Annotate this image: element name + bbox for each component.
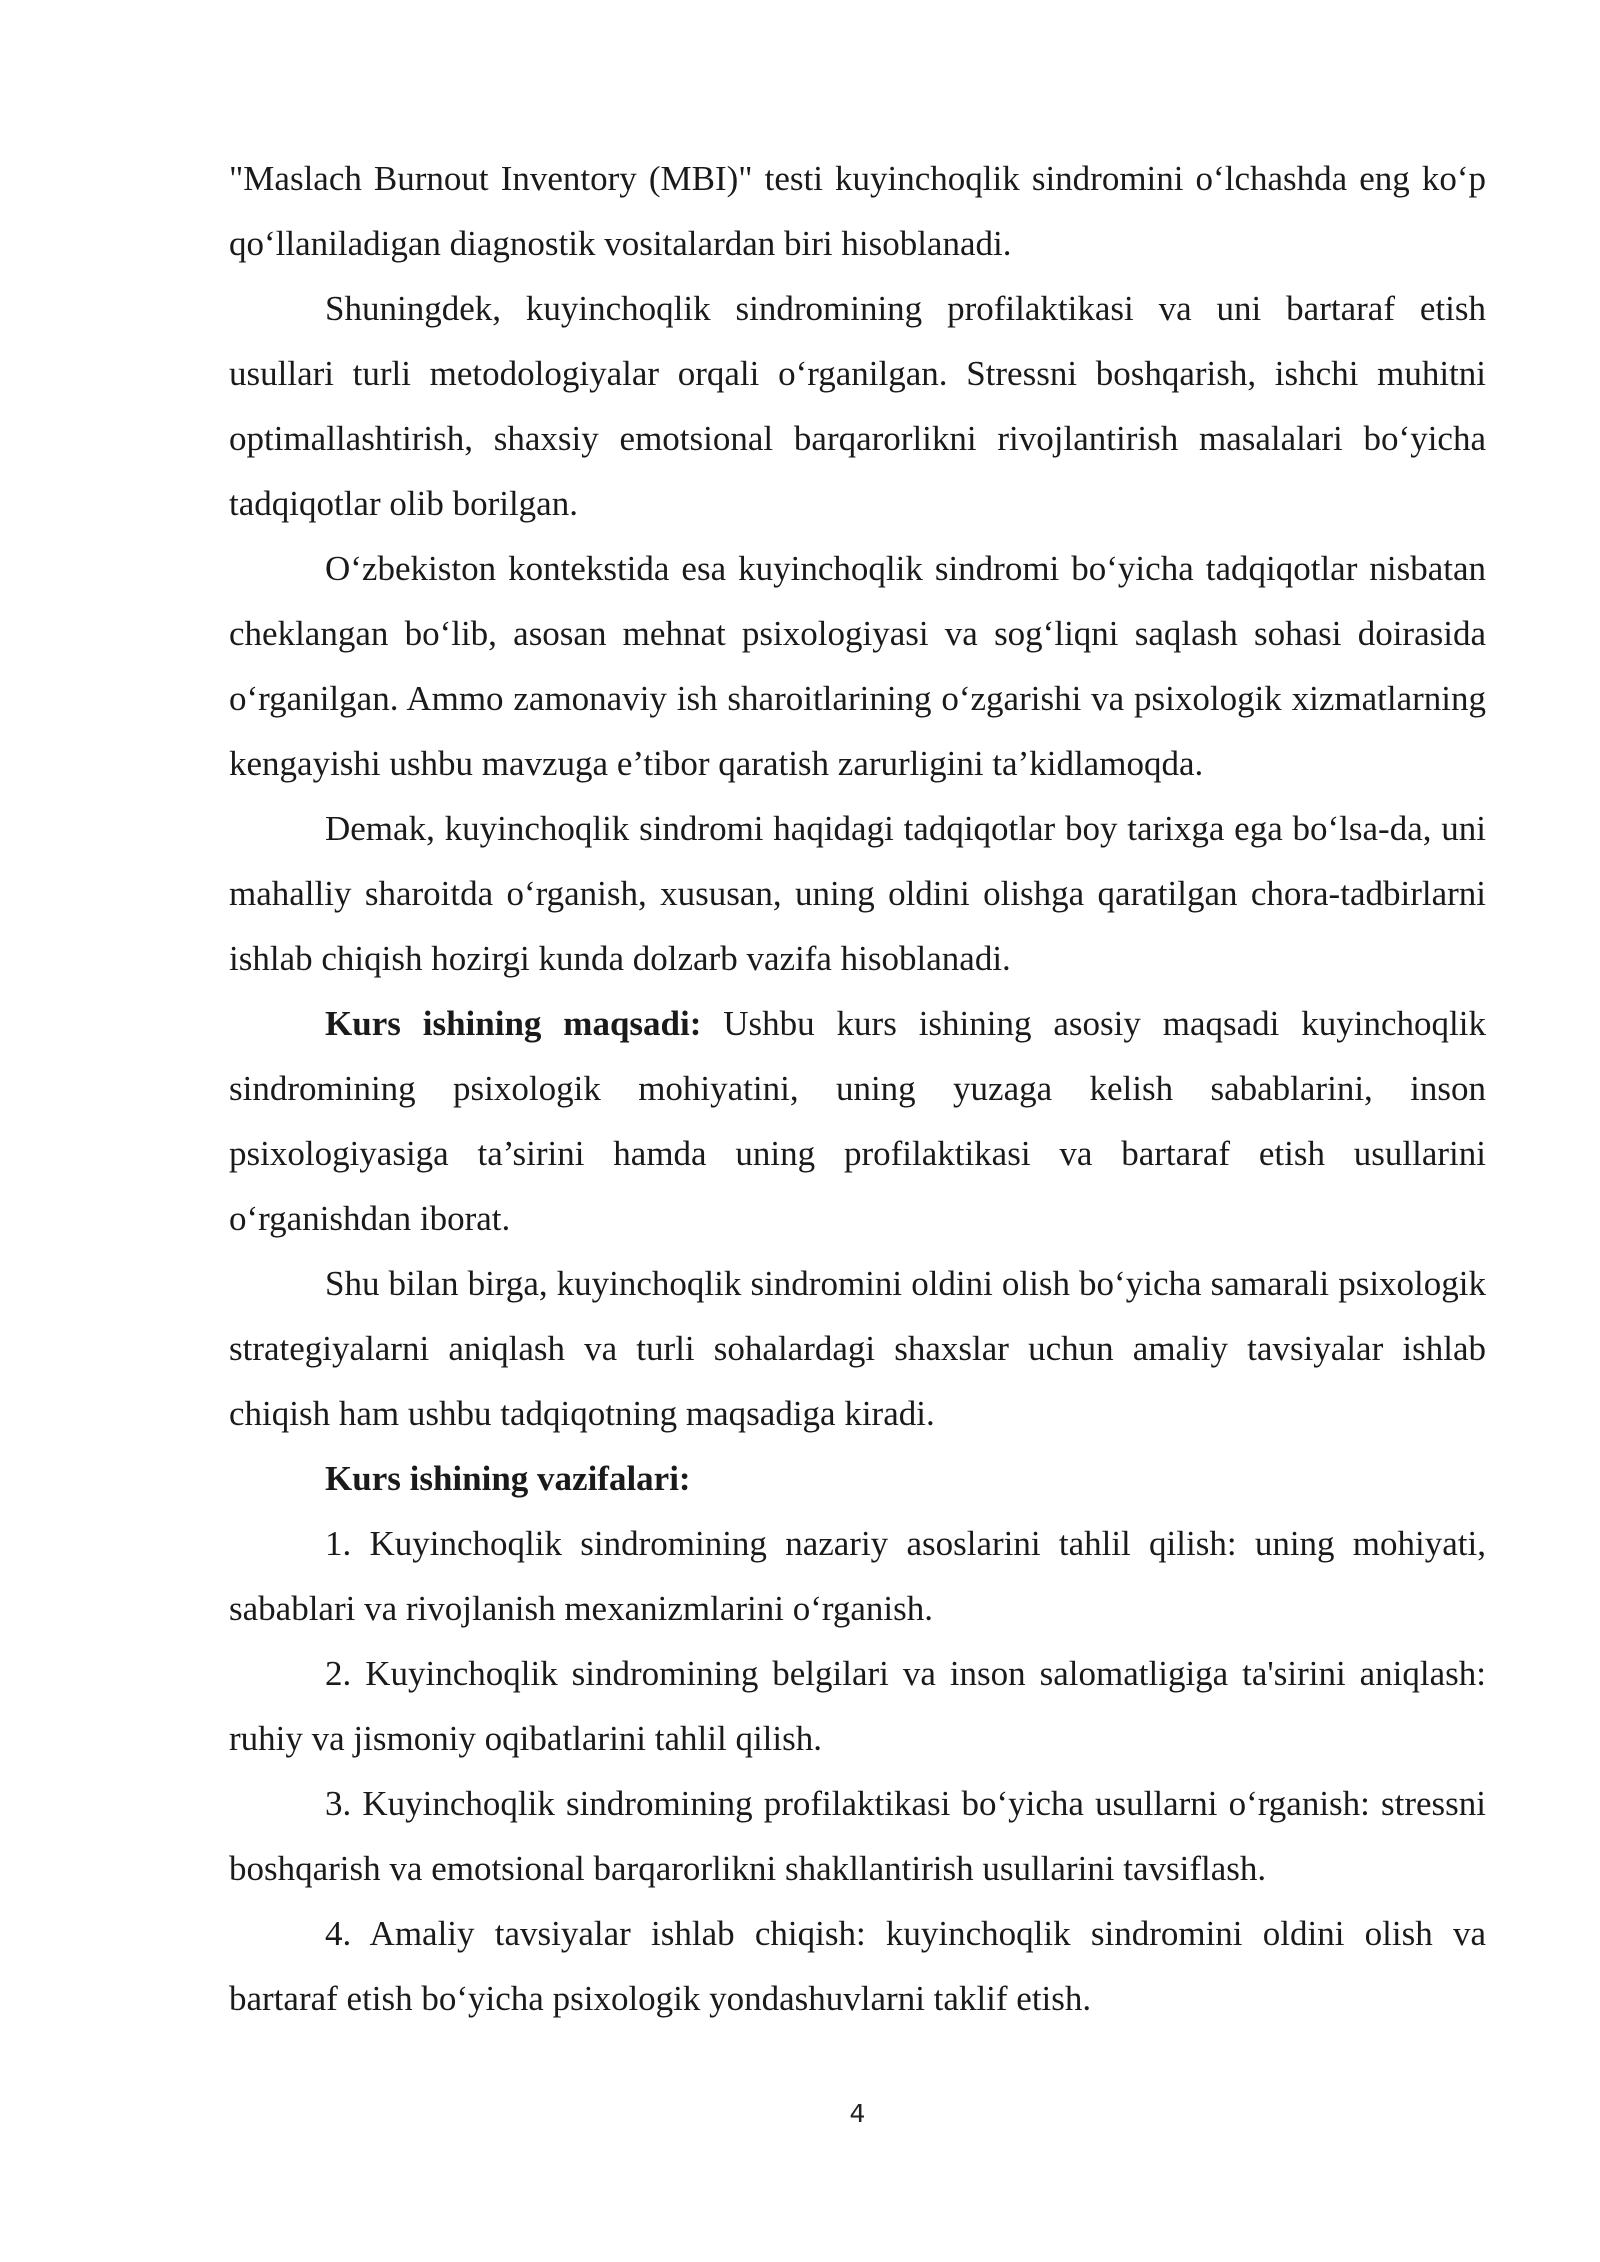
paragraph-prevention-methods — [229, 276, 1486, 536]
page-number: 4 — [849, 2099, 866, 2128]
paragraph-mbi-test — [229, 146, 1486, 276]
paragraph-text: 4. Amaliy tavsiyalar ishlab chiqish: kuyinchoqlik sindromini oldini olish va bartaraf etish bo‘yicha psixologik yondashuvlarni taklif etish. — [229, 1914, 1486, 2018]
paragraph-text: Demak, kuyinchoqlik sindromi haqidagi tadqiqotlar boy tarixga ega bo‘lsa-da, uni mahalliy sharoitda o‘rganish, xususan, uning oldini olishga qaratilgan chora-tadbirlarni ishlab chiqish hozirgi kunda dolzarb vazifa hisoblanadi. — [229, 809, 1486, 978]
paragraph-text: "Maslach Burnout Inventory (MBI)" testi kuyinchoqlik sindromini o‘lchashda eng ko‘p qo‘llaniladigan diagnostik vositalardan biri hisoblanadi. — [229, 159, 1486, 263]
task-item-2 — [229, 1641, 1486, 1771]
task-item-1 — [229, 1511, 1486, 1641]
paragraph-tasks-heading — [229, 1446, 1486, 1511]
paragraph-text: 1. Kuyinchoqlik sindromining nazariy asoslarini tahlil qilish: uning mohiyati, sabablari va rivojlanish mexanizmlarini o‘rganish. — [229, 1524, 1486, 1628]
paragraph-text: Shuningdek, kuyinchoqlik sindromining profilaktikasi va uni bartaraf etish usullari turli metodologiyalar orqali o‘rganilgan. Stressni boshqarish, ishchi muhitni optimallashtirish, shaxsiy emotsional barqarorlikni rivojlantirish masalalari bo‘yicha tadqiqotlar olib borilgan. — [229, 289, 1486, 523]
paragraph-text: 2. Kuyinchoqlik sindromining belgilari va inson salomatligiga ta'sirini aniqlash: ruhiy va jismoniy oqibatlarini tahlil qilish. — [229, 1654, 1486, 1758]
body-text — [229, 146, 1486, 2031]
paragraph-text: O‘zbekiston kontekstida esa kuyinchoqlik sindromi bo‘yicha tadqiqotlar nisbatan cheklangan bo‘lib, asosan mehnat psixologiyasi va sog‘liqni saqlash sohasi doirasida o‘rganilgan. Ammo zamonaviy ish sharoitlarining o‘zgarishi va psixologik xizmatlarning kengayishi ushbu mavzuga e’tibor qaratish zarurligini ta’kidlamoqda. — [229, 549, 1486, 783]
paragraph-conclusion — [229, 796, 1486, 991]
task-item-4 — [229, 1901, 1486, 2031]
paragraph-text: 3. Kuyinchoqlik sindromining profilaktikasi bo‘yicha usullarni o‘rganish: stressni boshqarish va emotsional barqarorlikni shakllantirish usullarini tavsiflash. — [229, 1784, 1486, 1888]
paragraph-text: Shu bilan birga, kuyinchoqlik sindromini oldini olish bo‘yicha samarali psixologik strategiyalarni aniqlash va turli sohalardagi shaxslar uchun amaliy tavsiyalar ishlab chiqish ham ushbu tadqiqotning maqsadiga kiradi. — [229, 1264, 1486, 1433]
paragraph-course-goal — [229, 991, 1486, 1251]
paragraph-text: Ushbu kurs ishining asosiy maqsadi kuyinchoqlik sindromining psixologik mohiyatini, uning yuzaga kelish sabablarini, inson psixologiyasiga ta’sirini hamda uning profilaktikasi va bartaraf etish usullarini o‘rganishdan iborat. — [229, 1004, 1486, 1238]
task-item-3 — [229, 1771, 1486, 1901]
paragraph-strategies — [229, 1251, 1486, 1446]
paragraph-uzbekistan-context — [229, 536, 1486, 796]
course-goal-heading: Kurs ishining maqsadi: — [325, 1004, 702, 1043]
tasks-heading: Kurs ishining vazifalari: — [325, 1459, 691, 1498]
